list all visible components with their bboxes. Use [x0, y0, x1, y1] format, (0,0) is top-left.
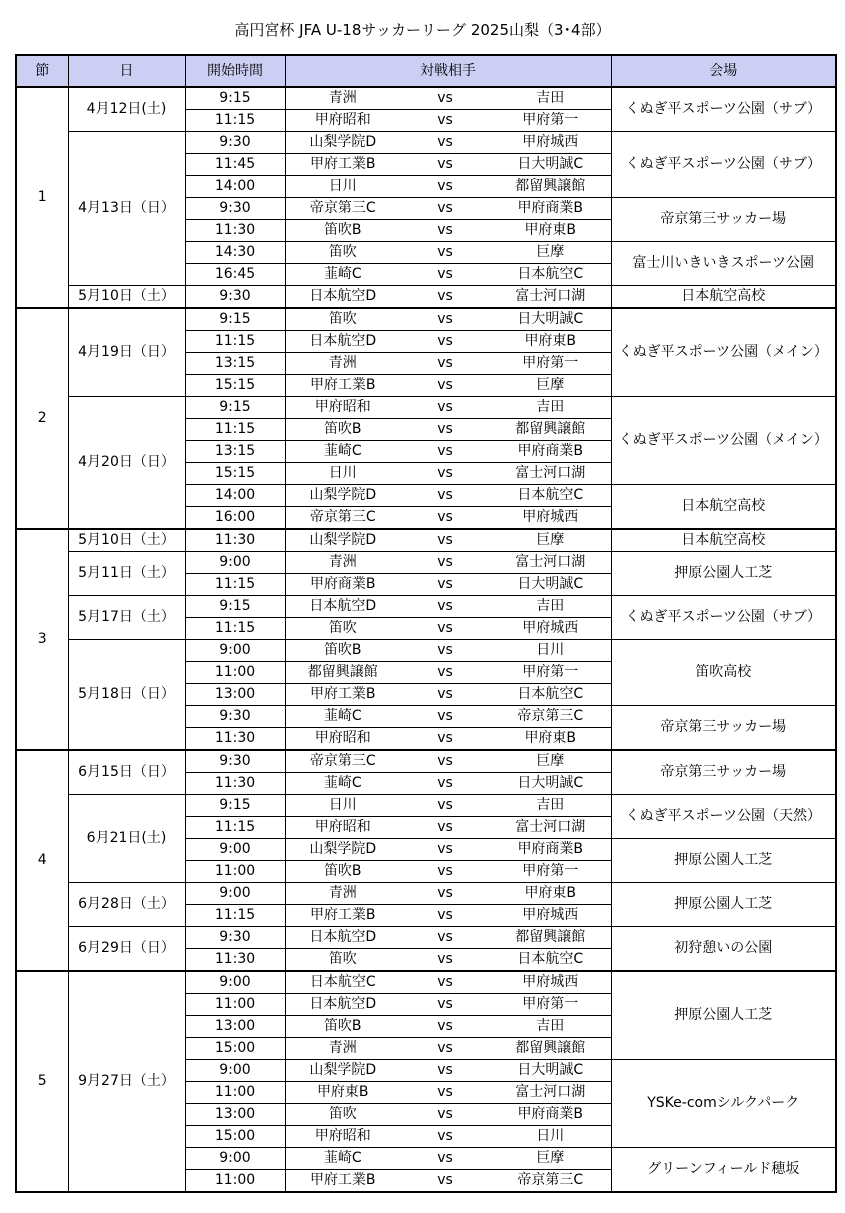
vs-label: vs — [400, 176, 490, 198]
home-team: 日本航空D — [285, 596, 400, 618]
start-time: 9:30 — [185, 927, 285, 949]
start-time: 9:00 — [185, 1060, 285, 1082]
match-date: 6月28日（土） — [68, 883, 185, 927]
start-time: 11:30 — [185, 529, 285, 552]
match-date: 6月15日（日） — [68, 750, 185, 795]
home-team: 帝京第三C — [285, 750, 400, 773]
start-time: 11:30 — [185, 220, 285, 242]
start-time: 13:15 — [185, 441, 285, 463]
home-team: 笛吹 — [285, 949, 400, 972]
match-date: 5月10日（土） — [68, 286, 185, 309]
home-team: 笛吹 — [285, 1104, 400, 1126]
start-time: 11:45 — [185, 154, 285, 176]
venue: くぬぎ平スポーツ公園（サブ） — [611, 87, 836, 132]
vs-label: vs — [400, 1126, 490, 1148]
home-team: 日本航空D — [285, 994, 400, 1016]
away-team: 甲府第一 — [490, 353, 611, 375]
home-team: 韮崎C — [285, 773, 400, 795]
away-team: 甲府城西 — [490, 971, 611, 994]
away-team: 日大明誠C — [490, 773, 611, 795]
home-team: 青洲 — [285, 353, 400, 375]
vs-label: vs — [400, 750, 490, 773]
match-date: 5月18日（日） — [68, 640, 185, 751]
away-team: 甲府城西 — [490, 905, 611, 927]
start-time: 9:00 — [185, 1148, 285, 1170]
start-time: 9:00 — [185, 839, 285, 861]
start-time: 11:00 — [185, 1082, 285, 1104]
match-date: 4月20日（日） — [68, 397, 185, 530]
venue: 帝京第三サッカー場 — [611, 706, 836, 751]
header-row — [16, 55, 836, 87]
match-row — [16, 750, 836, 773]
vs-label: vs — [400, 927, 490, 949]
away-team: 都留興譲館 — [490, 1038, 611, 1060]
vs-label: vs — [400, 242, 490, 264]
away-team: 甲府城西 — [490, 132, 611, 154]
home-team: 笛吹B — [285, 1016, 400, 1038]
match-date: 5月10日（土） — [68, 529, 185, 552]
start-time: 9:30 — [185, 286, 285, 309]
away-team: 帝京第三C — [490, 706, 611, 728]
vs-label: vs — [400, 485, 490, 507]
away-team: 日川 — [490, 1126, 611, 1148]
home-team: 甲府昭和 — [285, 1126, 400, 1148]
start-time: 11:15 — [185, 419, 285, 441]
away-team: 富士河口湖 — [490, 817, 611, 839]
venue: 押原公園人工芝 — [611, 552, 836, 596]
home-team: 韮崎C — [285, 1148, 400, 1170]
home-team: 甲府工業B — [285, 154, 400, 176]
away-team: 日本航空C — [490, 949, 611, 972]
home-team: 山梨学院D — [285, 529, 400, 552]
vs-label: vs — [400, 308, 490, 331]
start-time: 11:30 — [185, 949, 285, 972]
start-time: 15:00 — [185, 1126, 285, 1148]
away-team: 甲府東B — [490, 220, 611, 242]
match-date: 4月19日（日） — [68, 308, 185, 397]
away-team: 甲府商業B — [490, 1104, 611, 1126]
start-time: 11:15 — [185, 574, 285, 596]
match-row — [16, 529, 836, 552]
away-team: 富士河口湖 — [490, 1082, 611, 1104]
venue: YSKe-comシルクパーク — [611, 1060, 836, 1148]
start-time: 9:00 — [185, 552, 285, 574]
section-number: 4 — [16, 750, 68, 971]
away-team: 巨摩 — [490, 750, 611, 773]
away-team: 甲府城西 — [490, 507, 611, 530]
start-time: 11:00 — [185, 662, 285, 684]
vs-label: vs — [400, 198, 490, 220]
vs-label: vs — [400, 883, 490, 905]
section-number: 3 — [16, 529, 68, 750]
start-time: 9:30 — [185, 750, 285, 773]
home-team: 甲府昭和 — [285, 397, 400, 419]
vs-label: vs — [400, 552, 490, 574]
away-team: 富士河口湖 — [490, 463, 611, 485]
vs-label: vs — [400, 905, 490, 927]
match-row — [16, 286, 836, 309]
home-team: 青洲 — [285, 552, 400, 574]
away-team: 日川 — [490, 640, 611, 662]
away-team: 巨摩 — [490, 529, 611, 552]
match-row — [16, 308, 836, 331]
match-date: 5月17日（土） — [68, 596, 185, 640]
home-team: 日本航空D — [285, 331, 400, 353]
vs-label: vs — [400, 728, 490, 751]
away-team: 帝京第三C — [490, 1170, 611, 1193]
header-start-time: 開始時間 — [185, 55, 285, 87]
home-team: 日川 — [285, 176, 400, 198]
start-time: 16:00 — [185, 507, 285, 530]
away-team: 吉田 — [490, 397, 611, 419]
match-row — [16, 927, 836, 949]
section-number: 2 — [16, 308, 68, 529]
start-time: 11:00 — [185, 994, 285, 1016]
match-date: 9月27日（土） — [68, 971, 185, 1192]
start-time: 11:00 — [185, 861, 285, 883]
home-team: 韮崎C — [285, 706, 400, 728]
vs-label: vs — [400, 861, 490, 883]
away-team: 甲府東B — [490, 331, 611, 353]
match-date: 6月21日(土) — [68, 795, 185, 883]
home-team: 韮崎C — [285, 264, 400, 286]
home-team: 甲府昭和 — [285, 817, 400, 839]
start-time: 11:15 — [185, 817, 285, 839]
away-team: 甲府第一 — [490, 994, 611, 1016]
vs-label: vs — [400, 1170, 490, 1193]
header-section: 節 — [16, 55, 68, 87]
start-time: 9:00 — [185, 640, 285, 662]
vs-label: vs — [400, 706, 490, 728]
home-team: 日本航空C — [285, 971, 400, 994]
home-team: 甲府工業B — [285, 1170, 400, 1193]
section-number: 5 — [16, 971, 68, 1192]
vs-label: vs — [400, 994, 490, 1016]
home-team: 山梨学院D — [285, 485, 400, 507]
start-time: 9:30 — [185, 706, 285, 728]
start-time: 11:30 — [185, 728, 285, 751]
start-time: 11:15 — [185, 618, 285, 640]
start-time: 14:00 — [185, 485, 285, 507]
vs-label: vs — [400, 662, 490, 684]
schedule-body — [16, 87, 836, 1192]
vs-label: vs — [400, 1060, 490, 1082]
venue: くぬぎ平スポーツ公園（サブ） — [611, 596, 836, 640]
match-row — [16, 640, 836, 662]
venue: くぬぎ平スポーツ公園（天然） — [611, 795, 836, 839]
schedule-table — [15, 54, 837, 1193]
home-team: 青洲 — [285, 1038, 400, 1060]
home-team: 韮崎C — [285, 441, 400, 463]
away-team: 甲府城西 — [490, 618, 611, 640]
home-team: 笛吹 — [285, 618, 400, 640]
start-time: 16:45 — [185, 264, 285, 286]
vs-label: vs — [400, 87, 490, 110]
start-time: 13:00 — [185, 1104, 285, 1126]
away-team: 甲府東B — [490, 883, 611, 905]
away-team: 吉田 — [490, 87, 611, 110]
away-team: 富士河口湖 — [490, 552, 611, 574]
home-team: 青洲 — [285, 883, 400, 905]
vs-label: vs — [400, 1148, 490, 1170]
away-team: 吉田 — [490, 596, 611, 618]
home-team: 笛吹 — [285, 308, 400, 331]
away-team: 甲府第一 — [490, 861, 611, 883]
vs-label: vs — [400, 463, 490, 485]
venue: くぬぎ平スポーツ公園（サブ） — [611, 132, 836, 198]
home-team: 日川 — [285, 795, 400, 817]
start-time: 13:15 — [185, 353, 285, 375]
away-team: 都留興譲館 — [490, 419, 611, 441]
start-time: 15:15 — [185, 463, 285, 485]
match-date: 5月11日（土） — [68, 552, 185, 596]
header-date: 日 — [68, 55, 185, 87]
home-team: 甲府工業B — [285, 375, 400, 397]
vs-label: vs — [400, 353, 490, 375]
away-team: 富士河口湖 — [490, 286, 611, 309]
header-venue: 会場 — [611, 55, 836, 87]
start-time: 11:15 — [185, 905, 285, 927]
venue: 押原公園人工芝 — [611, 971, 836, 1060]
match-row — [16, 795, 836, 817]
venue: 日本航空高校 — [611, 485, 836, 530]
vs-label: vs — [400, 154, 490, 176]
away-team: 巨摩 — [490, 375, 611, 397]
venue: 日本航空高校 — [611, 286, 836, 309]
home-team: 青洲 — [285, 87, 400, 110]
away-team: 都留興譲館 — [490, 176, 611, 198]
home-team: 山梨学院D — [285, 1060, 400, 1082]
vs-label: vs — [400, 132, 490, 154]
vs-label: vs — [400, 397, 490, 419]
venue: 帝京第三サッカー場 — [611, 198, 836, 242]
match-date: 6月29日（日） — [68, 927, 185, 972]
start-time: 9:00 — [185, 883, 285, 905]
vs-label: vs — [400, 286, 490, 309]
start-time: 11:30 — [185, 773, 285, 795]
match-row — [16, 596, 836, 618]
home-team: 帝京第三C — [285, 507, 400, 530]
away-team: 甲府商業B — [490, 441, 611, 463]
home-team: 日本航空D — [285, 927, 400, 949]
away-team: 甲府商業B — [490, 198, 611, 220]
start-time: 9:30 — [185, 132, 285, 154]
home-team: 笛吹B — [285, 220, 400, 242]
away-team: 日大明誠C — [490, 1060, 611, 1082]
venue: 初狩憩いの公園 — [611, 927, 836, 972]
home-team: 笛吹B — [285, 861, 400, 883]
venue: 押原公園人工芝 — [611, 883, 836, 927]
home-team: 甲府昭和 — [285, 110, 400, 132]
vs-label: vs — [400, 839, 490, 861]
start-time: 9:15 — [185, 596, 285, 618]
vs-label: vs — [400, 1016, 490, 1038]
start-time: 15:15 — [185, 375, 285, 397]
home-team: 甲府昭和 — [285, 728, 400, 751]
match-row — [16, 132, 836, 154]
home-team: 笛吹B — [285, 419, 400, 441]
vs-label: vs — [400, 1038, 490, 1060]
vs-label: vs — [400, 640, 490, 662]
start-time: 13:00 — [185, 684, 285, 706]
start-time: 14:00 — [185, 176, 285, 198]
venue: くぬぎ平スポーツ公園（メイン） — [611, 397, 836, 485]
venue: 日本航空高校 — [611, 529, 836, 552]
venue: 笛吹高校 — [611, 640, 836, 706]
match-row — [16, 552, 836, 574]
start-time: 11:00 — [185, 1170, 285, 1193]
vs-label: vs — [400, 375, 490, 397]
home-team: 甲府東B — [285, 1082, 400, 1104]
away-team: 日本航空C — [490, 684, 611, 706]
match-date: 4月13日（日） — [68, 132, 185, 286]
match-date: 4月12日(土) — [68, 87, 185, 132]
start-time: 9:15 — [185, 795, 285, 817]
away-team: 日本航空C — [490, 485, 611, 507]
vs-label: vs — [400, 264, 490, 286]
away-team: 日大明誠C — [490, 308, 611, 331]
vs-label: vs — [400, 817, 490, 839]
venue: くぬぎ平スポーツ公園（メイン） — [611, 308, 836, 397]
away-team: 日大明誠C — [490, 154, 611, 176]
away-team: 甲府東B — [490, 728, 611, 751]
away-team: 都留興譲館 — [490, 927, 611, 949]
vs-label: vs — [400, 574, 490, 596]
home-team: 山梨学院D — [285, 839, 400, 861]
home-team: 日川 — [285, 463, 400, 485]
away-team: 日大明誠C — [490, 574, 611, 596]
home-team: 山梨学院D — [285, 132, 400, 154]
document-title: 高円宮杯 JFA U-18サッカーリーグ 2025山梨（3･4部） — [234, 21, 611, 39]
away-team: 甲府第一 — [490, 110, 611, 132]
away-team: 吉田 — [490, 1016, 611, 1038]
start-time: 14:30 — [185, 242, 285, 264]
vs-label: vs — [400, 220, 490, 242]
match-row — [16, 883, 836, 905]
start-time: 11:15 — [185, 110, 285, 132]
vs-label: vs — [400, 684, 490, 706]
vs-label: vs — [400, 949, 490, 972]
vs-label: vs — [400, 110, 490, 132]
away-team: 巨摩 — [490, 242, 611, 264]
vs-label: vs — [400, 618, 490, 640]
away-team: 日本航空C — [490, 264, 611, 286]
vs-label: vs — [400, 419, 490, 441]
vs-label: vs — [400, 1082, 490, 1104]
venue: 富士川いきいきスポーツ公園 — [611, 242, 836, 286]
vs-label: vs — [400, 441, 490, 463]
home-team: 甲府工業B — [285, 905, 400, 927]
vs-label: vs — [400, 795, 490, 817]
vs-label: vs — [400, 507, 490, 530]
vs-label: vs — [400, 971, 490, 994]
match-row — [16, 87, 836, 110]
home-team: 笛吹B — [285, 640, 400, 662]
match-row — [16, 397, 836, 419]
venue: 帝京第三サッカー場 — [611, 750, 836, 795]
start-time: 9:15 — [185, 87, 285, 110]
start-time: 9:00 — [185, 971, 285, 994]
venue: 押原公園人工芝 — [611, 839, 836, 883]
home-team: 都留興譲館 — [285, 662, 400, 684]
start-time: 9:15 — [185, 308, 285, 331]
vs-label: vs — [400, 331, 490, 353]
away-team: 巨摩 — [490, 1148, 611, 1170]
header-opponents: 対戦相手 — [285, 55, 611, 87]
away-team: 甲府商業B — [490, 839, 611, 861]
start-time: 13:00 — [185, 1016, 285, 1038]
home-team: 甲府商業B — [285, 574, 400, 596]
vs-label: vs — [400, 529, 490, 552]
section-number: 1 — [16, 87, 68, 308]
vs-label: vs — [400, 773, 490, 795]
away-team: 吉田 — [490, 795, 611, 817]
vs-label: vs — [400, 596, 490, 618]
start-time: 15:00 — [185, 1038, 285, 1060]
start-time: 9:30 — [185, 198, 285, 220]
match-row — [16, 971, 836, 994]
start-time: 9:15 — [185, 397, 285, 419]
start-time: 11:15 — [185, 331, 285, 353]
home-team: 日本航空D — [285, 286, 400, 309]
away-team: 甲府第一 — [490, 662, 611, 684]
vs-label: vs — [400, 1104, 490, 1126]
venue: グリーンフィールド穂坂 — [611, 1148, 836, 1193]
home-team: 甲府工業B — [285, 684, 400, 706]
home-team: 笛吹 — [285, 242, 400, 264]
home-team: 帝京第三C — [285, 198, 400, 220]
